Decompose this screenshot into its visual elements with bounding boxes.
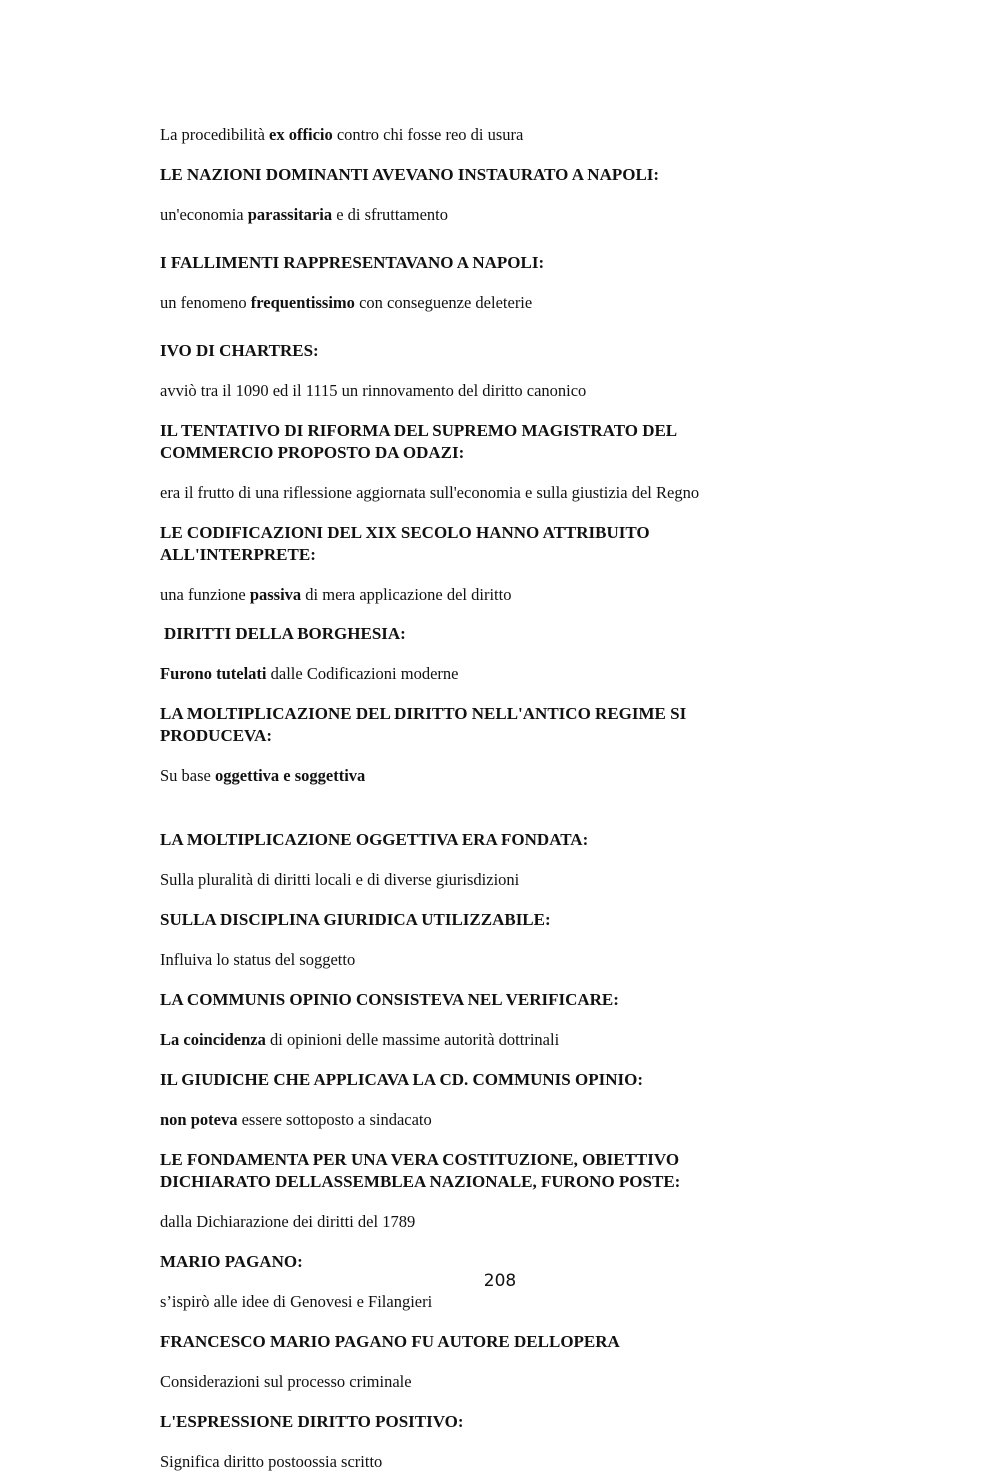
qa-item bbox=[160, 340, 920, 402]
question-heading: DIRITTI DELLA BORGHESIA: bbox=[164, 624, 406, 643]
qa-item bbox=[160, 989, 920, 1051]
question-heading: IL TENTATIVO DI RIFORMA DEL SUPREMO MAGISTRATO DEL COMMERCIO PROPOSTO DA ODAZI: bbox=[160, 421, 677, 462]
qa-item bbox=[160, 703, 920, 787]
answer-text: s’ispirò alle idee di Genovesi e Filangieri bbox=[160, 1292, 433, 1311]
question-heading: LE FONDAMENTA PER UNA VERA COSTITUZIONE, OBIETTIVO DICHIARATO DELLASSEMBLEA NAZIONALE, FURONO POSTE: bbox=[160, 1150, 681, 1191]
qa-item bbox=[160, 909, 920, 971]
question-heading: LE CODIFICAZIONI DEL XIX SECOLO HANNO ATTRIBUITO ALL'INTERPRETE: bbox=[160, 523, 650, 564]
intro-line: La procedibilità ex officio contro chi fosse reo di usura bbox=[160, 125, 524, 144]
page-number: 208 bbox=[483, 1271, 517, 1291]
question-heading: I FALLIMENTI RAPPRESENTAVANO A NAPOLI: bbox=[160, 253, 545, 272]
question-heading: L'ESPRESSIONE DIRITTO POSITIVO: bbox=[160, 1412, 464, 1431]
answer-text: Influiva lo status del soggetto bbox=[160, 950, 356, 969]
qa-item bbox=[160, 1069, 920, 1131]
question-heading: IL GIUDICHE CHE APPLICAVA LA CD. COMMUNIS OPINIO: bbox=[160, 1070, 643, 1089]
answer-text: Significa diritto postoossia scritto bbox=[160, 1452, 383, 1471]
question-heading: MARIO PAGANO: bbox=[160, 1252, 303, 1271]
qa-item bbox=[160, 252, 920, 314]
qa-item bbox=[160, 420, 920, 504]
question-heading: LA COMMUNIS OPINIO CONSISTEVA NEL VERIFICARE: bbox=[160, 990, 619, 1009]
qa-item bbox=[160, 623, 920, 685]
answer-text: un'economia parassitaria e di sfruttamento bbox=[160, 205, 449, 224]
qa-item bbox=[160, 164, 920, 226]
question-heading: FRANCESCO MARIO PAGANO FU AUTORE DELLOPERA bbox=[160, 1332, 620, 1351]
question-heading: SULLA DISCIPLINA GIURIDICA UTILIZZABILE: bbox=[160, 910, 551, 929]
answer-text: Sulla pluralità di diritti locali e di diverse giurisdizioni bbox=[160, 870, 520, 889]
answer-text: Su base oggettiva e soggettiva bbox=[160, 766, 366, 785]
answer-text: avviò tra il 1090 ed il 1115 un rinnovamento del diritto canonico bbox=[160, 381, 587, 400]
question-heading: LA MOLTIPLICAZIONE DEL DIRITTO NELL'ANTICO REGIME SI PRODUCEVA: bbox=[160, 704, 687, 745]
qa-item bbox=[160, 1149, 920, 1233]
answer-text: non poteva essere sottoposto a sindacato bbox=[160, 1110, 432, 1129]
answer-text: era il frutto di una riflessione aggiornata sull'economia e sulla giustizia del Regno bbox=[160, 483, 700, 502]
answer-text: Considerazioni sul processo criminale bbox=[160, 1372, 412, 1391]
qa-item bbox=[160, 1411, 920, 1473]
question-heading: LE NAZIONI DOMINANTI AVEVANO INSTAURATO A NAPOLI: bbox=[160, 165, 660, 184]
answer-text: Furono tutelati dalle Codificazioni moderne bbox=[160, 664, 459, 683]
question-heading: IVO DI CHARTRES: bbox=[160, 341, 319, 360]
answer-text: La coincidenza di opinioni delle massime autorità dottrinali bbox=[160, 1030, 560, 1049]
answer-text: una funzione passiva di mera applicazione del diritto bbox=[160, 585, 512, 604]
qa-item bbox=[160, 1331, 920, 1393]
question-heading: LA MOLTIPLICAZIONE OGGETTIVA ERA FONDATA: bbox=[160, 830, 589, 849]
answer-text: dalla Dichiarazione dei diritti del 1789 bbox=[160, 1212, 416, 1231]
qa-item bbox=[160, 829, 920, 891]
qa-item bbox=[160, 522, 920, 606]
answer-text: un fenomeno frequentissimo con conseguenze deleterie bbox=[160, 293, 533, 312]
